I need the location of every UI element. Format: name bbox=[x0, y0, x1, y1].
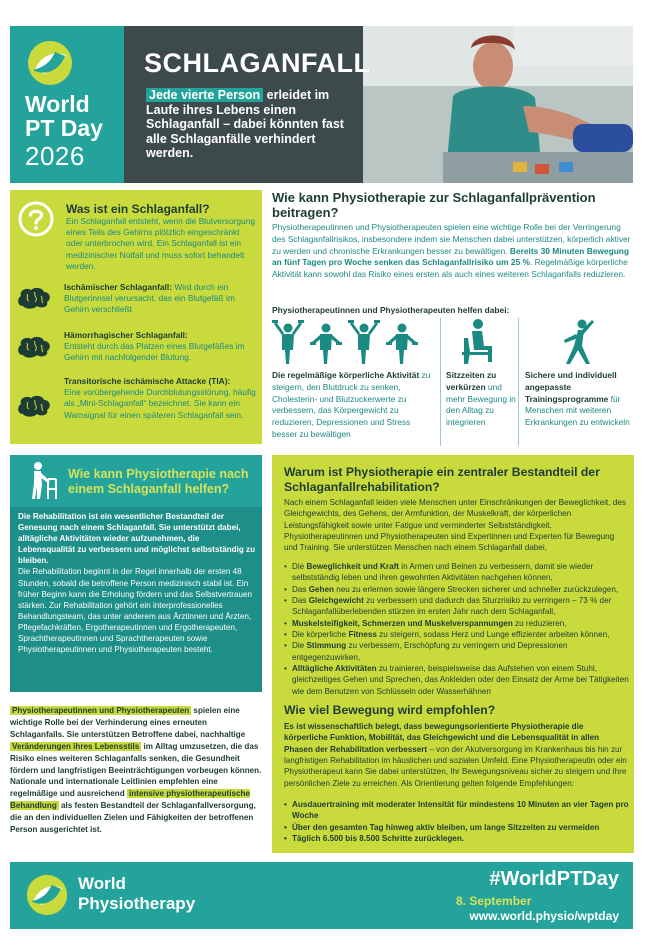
list-item-post: in Armen und Beinen zu verbessern, damit sie wieder selbstständig leben und ihren gewohnten Aktivitäten nachgehen können, bbox=[292, 562, 594, 583]
prevention-text-part: . Regelmäßige körperliche Aktivität kann sowohl das Risiko eines ersten als auch eines weiteren Schlaganfalls reduzieren. bbox=[272, 257, 628, 280]
world-pt-day-logo-icon bbox=[27, 40, 73, 86]
world-pt-day-logo bbox=[10, 26, 124, 183]
footer-hashtag: #WorldPTDay bbox=[489, 868, 619, 890]
list-item-bold: Fitness bbox=[348, 630, 377, 640]
rehab-box bbox=[10, 455, 262, 692]
list-item bbox=[284, 561, 629, 584]
what-is-stroke-text: Ein Schlaganfall entsteht, wenn die Blutversorgung eines Teils des Gehirns plötzlich eingeschränkt oder unterbrochen wird. Ein Schlaganfall ist ein medizinischer Notfall und muss sofort behandelt werden. bbox=[66, 216, 256, 271]
list-item-bold: Muskelsteifigkeit, Schmerzen und Muskelverspannungen bbox=[292, 618, 513, 628]
hero-subtitle-highlight: Jede vierte Person bbox=[146, 88, 263, 102]
prevention-text bbox=[272, 222, 634, 281]
list-item-post: zu steigern, sodass Herz und Lunge effizienter arbeiten können, bbox=[376, 630, 610, 640]
highlight-text: Veränderungen ihres Lebensstils bbox=[12, 741, 140, 751]
footer bbox=[10, 862, 633, 929]
list-item-pre: Die bbox=[292, 641, 307, 651]
list-item bbox=[284, 663, 629, 697]
movement-text-bold: Es ist wissenschaftlich belegt, dass bewegungsorientierte Physiotherapie die körperliche Funktion, Mobilität, das Gleichgewicht und die Lebensqualität in allen Phasen der Rehabilitation verbessert bbox=[284, 722, 600, 754]
list-item-post: zu trainieren, beispielsweise das Aufstehen von einem Stuhl, gleichzeitiges Gehen und Sprechen, das Ankleiden oder den Einsatz der Arme bei Tätigkeiten wie dem Benutzen von Schlüsseln oder Wasserhähnen bbox=[292, 664, 629, 696]
logo-line-2: PT Day bbox=[25, 115, 103, 141]
stroke-type-desc: Wird durch ein Blutgerinnsel verursacht, das ein Blutgefäß im Gehirn verschließt bbox=[64, 282, 235, 315]
list-item: • Ausdauertraining mit moderater Intensität für mindestens 10 Minuten an vier Tagen pro Woche bbox=[284, 799, 629, 822]
list-item-post: zu verbessern, Erschöpfung zu verringern und Depressionen entgegenzuwirken, bbox=[292, 641, 568, 662]
movement-text bbox=[284, 721, 629, 789]
list-item bbox=[284, 640, 629, 663]
footer-org-line-2: Physiotherapy bbox=[78, 894, 196, 913]
help-item-rest: für Menschen mit weiteren Erkrankungen zu entwickeln bbox=[525, 393, 630, 428]
why-physio-text: Nach einem Schlaganfall leiden viele Menschen unter Einschränkungen der Beweglichkeit, des Gleichgewichts, des Gehens, der Armfunktion, der Muskelkraft, der körperlichen Leistungsfähigkeit sowie unter Fatigue und verminderter Selbstständigkeit. Physiotherapeutinnen und Physiotherapeuten sind Expertinnen und Experten für Bewegung und Training. Sie unterstützen Menschen nach einem Schlaganfall dabei, bbox=[284, 498, 626, 553]
rehab-text-rest: Die Rehabilitation beginnt in der Regel innerhalb der ersten 48 Stunden, sobald die betroffene Person medizinisch stabil ist. Ein früher Beginn kann die Erholung fördern und das Selbstvertrauen stärken. Zur Rehabilitation gehört ein interprofessionelles Behandlungsteam, das unter anderem aus Ärztinnen und Ärzten, Pflegefachkräften, Ergotherapeutinnen und Ergotherapeuten, Sprachtherapeutinnen und Sprachtherapeuten sowie Physiotherapeutinnen und Physiotherapeuten besteht. bbox=[18, 567, 252, 655]
body-text: als festen Bestandteil der Schlaganfallversorgung, die an den individuellen Zielen und Fähigkeiten der betroffenen Person ausgerichtet ist. bbox=[10, 801, 256, 835]
stroke-type-name: Hämorrhagischer Schlaganfall: bbox=[64, 330, 188, 340]
list-item bbox=[284, 618, 629, 629]
help-item-sitting bbox=[446, 370, 516, 429]
footer-url[interactable]: www.world.physio/wptday bbox=[469, 909, 619, 923]
rehab-text-bold: Die Rehabilitation ist ein wesentlicher Bestandteil der Genesung nach einem Schlaganfall. Sie unterstützt dabei, alltägliche Aktivitäten wieder aufzunehmen, die Lebensqualität zu verbessern und möglichst selbstständig zu bleiben. bbox=[18, 512, 256, 566]
hero-subtitle-rest: erleidet im Laufe ihres Lebens einen Schlaganfall – dabei könnten fast alle Schlaganfälle verhindert werden. bbox=[146, 88, 344, 160]
column-divider bbox=[518, 318, 519, 446]
prevention-text-bold: Bereits 30 Minuten Bewegung an fünf Tagen pro Woche senken das Schlaganfallrisiko um 25 % bbox=[272, 245, 630, 268]
exercise-group-icon bbox=[272, 318, 422, 366]
movement-list bbox=[284, 799, 629, 844]
stroke-type-desc: Entsteht durch das Platzen eines Blutgefäßes im Gehirn mit nachfolgender Blutung. bbox=[64, 341, 245, 363]
help-item-rest: zu steigern, den Blutdruck zu senken, Cholesterin- und Blutzuckerwerte zu verbessern, das Körpergewicht zu reduzieren, Depressionen und Stress besser zu bewältigen bbox=[272, 370, 431, 439]
stroke-type-desc: Eine vorübergehende Durchblutungsstörung, häufig als „Mini-Schlaganfall“ bezeichnet. Sie kann ein Warnsignal für einen späteren Schlaganfall sein. bbox=[64, 387, 256, 420]
why-physio-title: Warum ist Physiotherapie ein zentraler Bestandteil der Schlaganfallrehabilitation? bbox=[284, 465, 600, 494]
rehab-title: Wie kann Physiotherapie nach einem Schlaganfall helfen? bbox=[68, 467, 249, 496]
list-item-post: zu verbessern und dadurch das Sturzrisiko zu verringern – 73 % der Schlaganfallüberlebenden stürzen im ersten Jahr nach dem Schlaganfall, bbox=[292, 596, 612, 617]
list-item: • Täglich 6.500 bis 8.500 Schritte zurücklegen. bbox=[284, 833, 629, 844]
stroke-type-ischemic bbox=[64, 282, 259, 316]
header-banner bbox=[10, 26, 633, 183]
brain-icon bbox=[15, 286, 53, 310]
highlight-text: intensive physiotherapeutische Behandlung bbox=[10, 789, 250, 811]
body-text: spielen eine wichtige Rolle bei der Verhinderung eines erneuten Schlaganfalls. Sie unterstützen Betroffene dabei, nachhaltige bbox=[10, 706, 246, 739]
why-physio-list bbox=[284, 561, 629, 697]
stroke-type-name: Ischämischer Schlaganfall: bbox=[64, 282, 172, 292]
list-item-bold: Stimmung bbox=[306, 641, 347, 651]
help-item-rest: und mehr Bewegung in den Alltag zu integrieren bbox=[446, 381, 516, 428]
list-item-bold: Alltägliche Aktivitäten bbox=[292, 664, 377, 674]
walker-icon bbox=[24, 461, 60, 501]
list-item-pre: Die körperliche bbox=[292, 630, 349, 640]
page-title: SCHLAGANFALL bbox=[144, 48, 371, 78]
list-item bbox=[284, 584, 629, 595]
world-physiotherapy-logo-icon bbox=[26, 874, 68, 916]
help-item-bold: Die regelmäßige körperliche Aktivität bbox=[272, 370, 420, 380]
help-item-activity bbox=[272, 370, 437, 441]
sitting-person-icon bbox=[458, 318, 498, 366]
highlight-text: Physiotherapeutinnen und Physiotherapeuten bbox=[12, 706, 190, 715]
prevention-text-part: Physiotherapeutinnen und Physiotherapeuten spielen eine wichtige Rolle bei der Verringerung des Schlaganfallrisikos, insbesondere indem sie Menschen dabei unterstützen, körperlich aktiver zu werden und chronische Erkrankungen besser zu bewältigen. bbox=[272, 222, 631, 256]
footer-date: 8. September bbox=[456, 894, 532, 908]
help-item-bold: Sitzzeiten zu verkürzen bbox=[446, 370, 497, 392]
list-item bbox=[284, 629, 629, 640]
stroke-type-name: Transitorische ischämische Attacke (TIA): bbox=[64, 376, 231, 386]
list-item-pre: Das bbox=[292, 596, 309, 606]
question-icon bbox=[18, 201, 54, 237]
list-item-bold: Beweglichkeit und Kraft bbox=[306, 562, 400, 571]
prevention-title: Wie kann Physiotherapie zur Schlaganfallprävention beitragen? bbox=[272, 190, 596, 220]
prevent-recurrence-text bbox=[10, 705, 262, 836]
hero-photo-therapy bbox=[363, 26, 633, 183]
why-physio-box bbox=[272, 455, 634, 853]
body-text: im Alltag umzusetzen, die das Risiko eines weiteren Schlaganfalls senken, die Gesundheit fördern und langfristigen Beeinträchtigungen vorbeugen können. Nationale und internationale Leitlinien empfehlen eine regelmäßige und ausreichend bbox=[10, 741, 262, 799]
stretching-person-icon bbox=[560, 318, 596, 366]
list-item-post: zu reduzieren, bbox=[512, 618, 567, 628]
logo-year: 2026 bbox=[25, 141, 85, 171]
logo-line-1: World bbox=[25, 91, 90, 117]
rehab-text bbox=[18, 511, 258, 655]
list-item-bold: Gehen bbox=[308, 584, 335, 594]
movement-text-rest: – von der Akutversorgung im Krankenhaus bis hin zur langfristigen Rehabilitation im häuslichen und sozialen Umfeld. Eine Physiotherapeutin oder ein Physiotherapeut kann Sie dabei unterstützen, Ihr Bewegungsniveau sicher zu steigern und Ihre persönlichen Ziele zu erreichen. Als Orientierung gelten folgende Empfehlungen: bbox=[284, 744, 627, 788]
helps-title: Physiotherapeutinnen und Physiotherapeuten helfen dabei: bbox=[272, 305, 510, 315]
help-item-bold: Sichere und individuell angepasste Trainingsprogramme bbox=[525, 370, 617, 404]
hero-section bbox=[124, 26, 633, 183]
what-is-stroke-title: Was ist ein Schlaganfall? bbox=[66, 202, 210, 216]
list-item-pre: Das bbox=[292, 584, 309, 594]
column-divider bbox=[440, 318, 441, 446]
list-item-bold: Gleichgewicht bbox=[308, 596, 364, 606]
list-item: • Über den gesamten Tag hinweg aktiv bleiben, um lange Sitzzeiten zu vermeiden bbox=[284, 822, 629, 833]
what-is-stroke-box bbox=[10, 190, 262, 444]
brain-icon bbox=[15, 335, 53, 359]
stroke-type-tia bbox=[64, 376, 259, 421]
help-item-training bbox=[525, 370, 635, 429]
hero-subtitle bbox=[146, 88, 361, 161]
footer-org-line-1: World bbox=[78, 874, 126, 893]
stroke-type-hemorrhagic bbox=[64, 330, 259, 364]
list-item bbox=[284, 595, 629, 618]
list-item-pre: Die bbox=[292, 562, 307, 571]
brain-icon bbox=[15, 394, 53, 418]
movement-title: Wie viel Bewegung wird empfohlen? bbox=[284, 703, 496, 717]
list-item-post: neu zu erlernen sowie längere Strecken sicherer und schneller zurückzulegen, bbox=[334, 584, 619, 594]
